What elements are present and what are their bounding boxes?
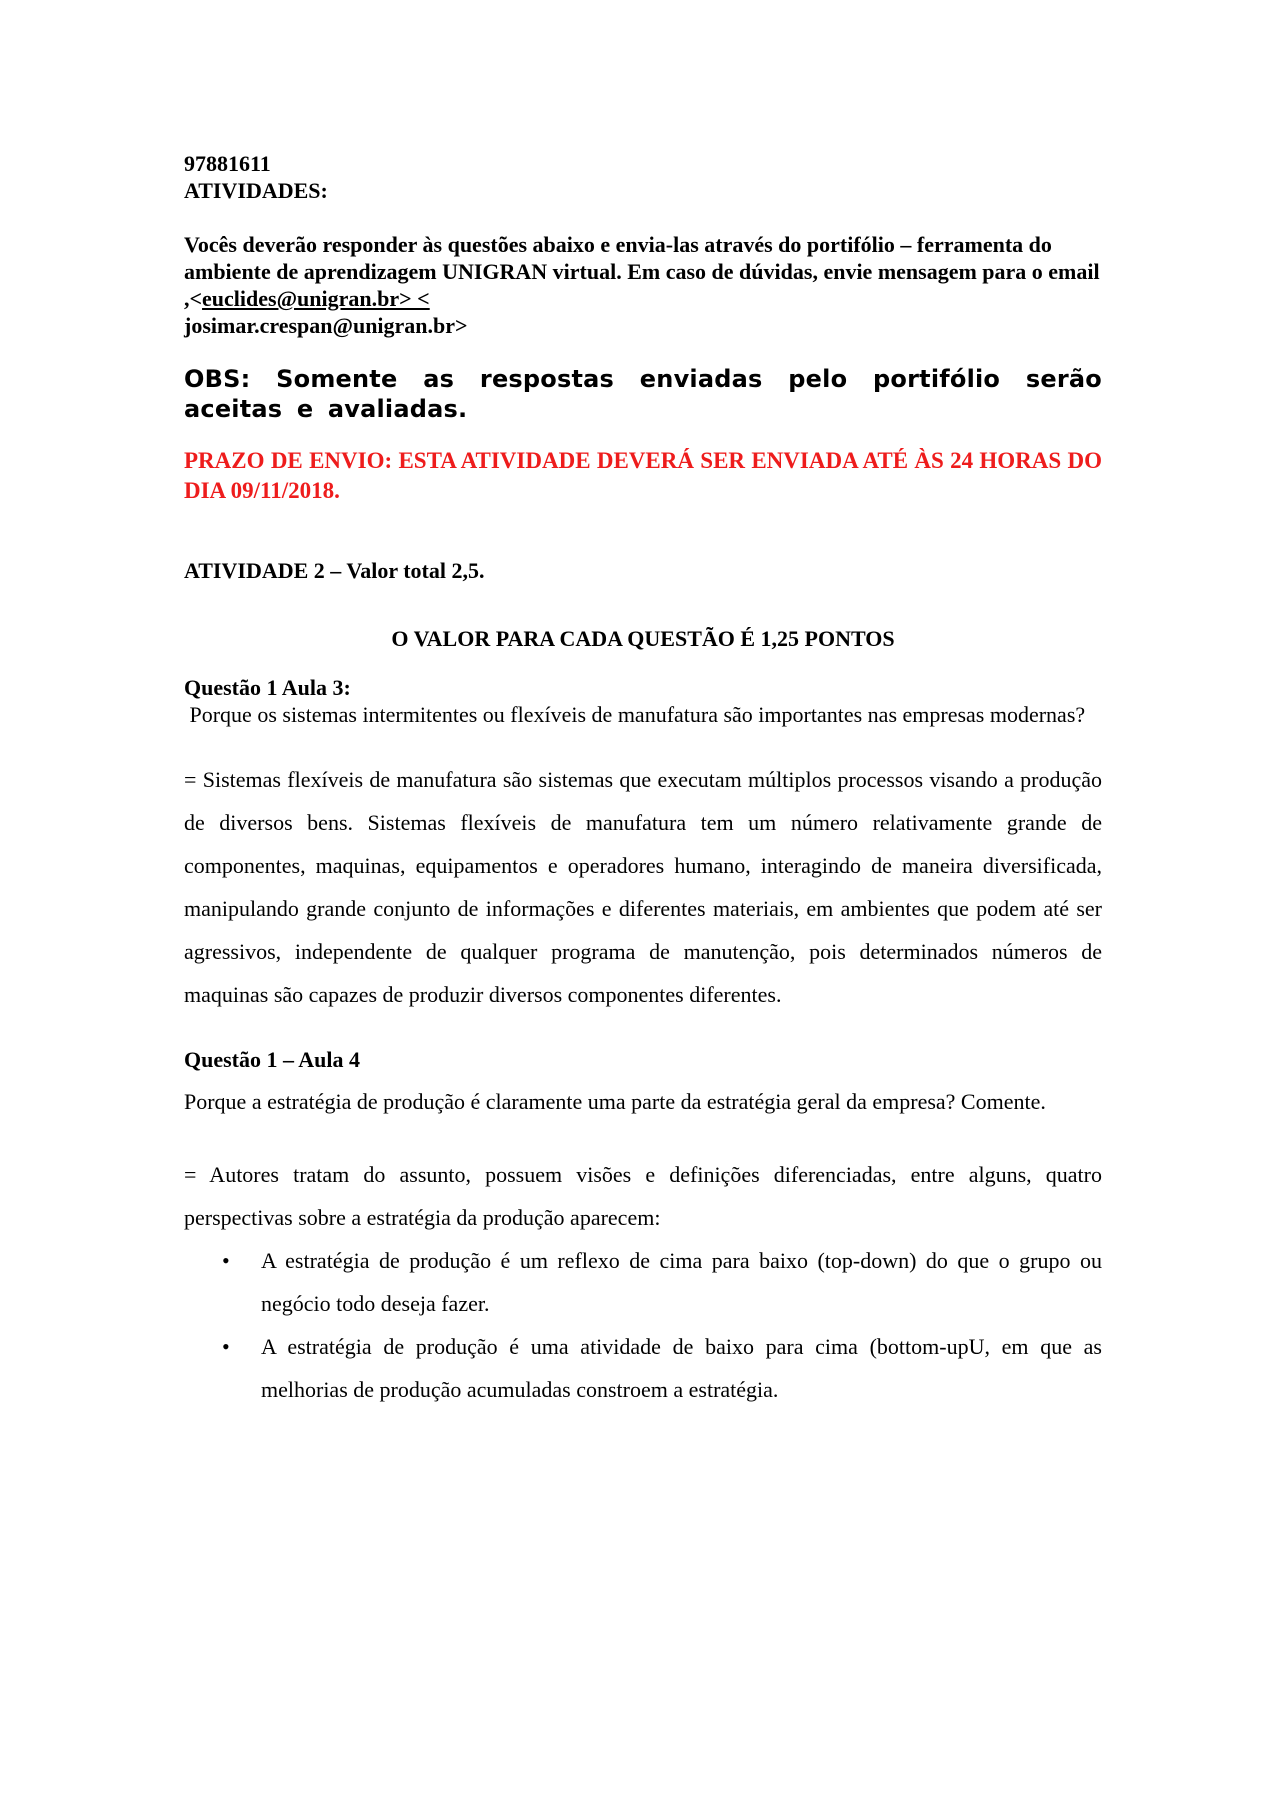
document-page bbox=[184, 150, 1102, 1411]
question-1-text: Porque os sistemas intermitentes ou flexíveis de manufatura são importantes nas empresas modernas? bbox=[184, 702, 1086, 727]
list-item bbox=[184, 1325, 1102, 1411]
question-2-answer-intro: = Autores tratam do assunto, possuem visões e definições diferenciadas, entre alguns, quatro perspectivas sobre a estratégia da produção aparecem: bbox=[184, 1162, 1102, 1230]
question-2-text: Porque a estratégia de produção é claramente uma parte da estratégia geral da empresa? Comente. bbox=[184, 1089, 1046, 1114]
atividade-title: ATIVIDADE 2 – Valor total 2,5. bbox=[184, 558, 485, 583]
instructions-text: Vocês deverão responder às questões abaixo e envia-las através do portifólio – ferramenta do ambiente de aprendizagem UNIGRAN virtual. Em caso de dúvidas, envie mensagem para o email ,< bbox=[184, 232, 1100, 311]
email-josimar[interactable]: josimar.crespan@unigran.br> bbox=[184, 313, 468, 338]
valor-questao-heading: O VALOR PARA CADA QUESTÃO É 1,25 PONTOS bbox=[391, 626, 895, 651]
bullet-text: A estratégia de produção é um reflexo de cima para baixo (top-down) do que o grupo ou negócio todo deseja fazer. bbox=[261, 1248, 1102, 1316]
question-2-title: Questão 1 – Aula 4 bbox=[184, 1047, 361, 1072]
question-1-answer: = Sistemas flexíveis de manufatura são sistemas que executam múltiplos processos visando a produção de diversos bens. Sistemas flexíveis de manufatura tem um número relativamente grande de componentes, maquinas, equipamentos e operadores humano, interagindo de maneira diversificada, manipulando grande conjunto de informações e diferentes materiais, em ambientes que podem até ser agressivos, independente de qualquer programa de manutenção, pois determinados números de maquinas são capazes de produzir diversos componentes diferentes. bbox=[184, 767, 1102, 1007]
list-item bbox=[184, 1239, 1102, 1325]
document-code: 97881611 bbox=[184, 151, 271, 176]
bullet-text: A estratégia de produção é uma atividade de baixo para cima (bottom-upU, em que as melhorias de produção acumuladas constroem a estratégia. bbox=[261, 1334, 1102, 1402]
document-header bbox=[184, 150, 1102, 204]
obs-notice: OBS: Somente as respostas enviadas pelo portifólio serão aceitas e avaliadas. bbox=[184, 365, 1102, 423]
instructions-paragraph bbox=[184, 231, 1102, 339]
answer-bullet-list bbox=[184, 1239, 1102, 1411]
prazo-deadline: PRAZO DE ENVIO: ESTA ATIVIDADE DEVERÁ SER ENVIADA ATÉ ÀS 24 HORAS DO DIA 09/11/2018. bbox=[184, 448, 1102, 503]
question-1-title: Questão 1 Aula 3: bbox=[184, 675, 351, 700]
bullet-icon: • bbox=[222, 1248, 230, 1273]
email-link-euclides[interactable]: euclides@unigran.br> < bbox=[202, 286, 430, 311]
atividades-heading: ATIVIDADES: bbox=[184, 178, 328, 203]
bullet-icon: • bbox=[222, 1334, 230, 1359]
